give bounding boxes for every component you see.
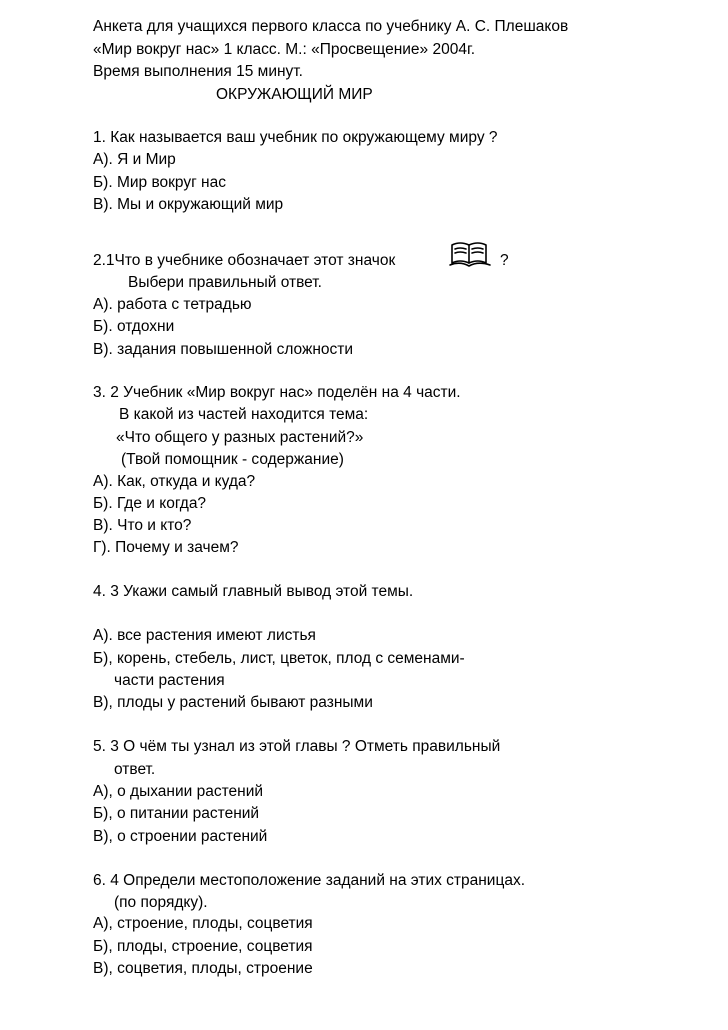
subject-title: ОКРУЖАЮЩИЙ МИР — [216, 86, 373, 103]
header-time: Время выполнения 15 минут. — [93, 63, 303, 80]
q4-option-b-continued: части растения — [114, 672, 225, 689]
question-6: 6. 4 Определи местоположение заданий на этих страницах. — [93, 872, 526, 889]
question-3-line-3: «Что общего у разных растений?» — [116, 429, 364, 446]
q3-option-b: Б). Где и когда? — [93, 495, 207, 512]
question-2: 2.1Что в учебнике обозначает этот значок — [93, 252, 396, 269]
header-line-1: Анкета для учащихся первого класса по учебнику А. С. Плешаков — [93, 18, 569, 35]
question-5: 5. 3 О чём ты узнал из этой главы ? Отметь правильный — [93, 738, 501, 755]
question-3: 3. 2 Учебник «Мир вокруг нас» поделён на 4 части. — [93, 384, 461, 401]
question-5-line-2: ответ. — [114, 761, 156, 778]
question-2-sub: Выбери правильный ответ. — [128, 274, 322, 291]
question-3-line-2: В какой из частей находится тема: — [119, 406, 369, 423]
question-6-line-2: (по порядку). — [114, 894, 208, 911]
book-icon — [448, 239, 492, 269]
q5-option-c: В), о строении растений — [93, 828, 268, 845]
question-3-line-4: (Твой помощник - содержание) — [121, 451, 344, 468]
header-line-2: «Мир вокруг нас» 1 класс. М.: «Просвещение» 2004г. — [93, 41, 476, 58]
q3-option-a: А). Как, откуда и куда? — [93, 473, 256, 490]
q4-option-a: А). все растения имеют листья — [93, 627, 316, 644]
q2-option-b: Б). отдохни — [93, 318, 175, 335]
question-1: 1. Как называется ваш учебник по окружающему миру ? — [93, 129, 498, 146]
question-4: 4. 3 Укажи самый главный вывод этой темы. — [93, 583, 414, 600]
q3-option-d: Г). Почему и зачем? — [93, 539, 239, 556]
q4-option-b: Б), корень, стебель, лист, цветок, плод с семенами- — [93, 650, 465, 667]
question-2-mark: ? — [500, 252, 509, 269]
q1-option-c: В). Мы и окружающий мир — [93, 196, 284, 213]
q1-option-a: А). Я и Мир — [93, 151, 176, 168]
q5-option-b: Б), о питании растений — [93, 805, 260, 822]
q3-option-c: В). Что и кто? — [93, 517, 192, 534]
q6-option-c: В), соцветия, плоды, строение — [93, 960, 313, 977]
q2-option-a: А). работа с тетрадью — [93, 296, 252, 313]
q5-option-a: А), о дыхании растений — [93, 783, 264, 800]
q6-option-b: Б), плоды, строение, соцветия — [93, 938, 313, 955]
q4-option-c: В), плоды у растений бывают разными — [93, 694, 373, 711]
q2-option-c: В). задания повышенной сложности — [93, 341, 354, 358]
q6-option-a: А), строение, плоды, соцветия — [93, 915, 313, 932]
q1-option-b: Б). Мир вокруг нас — [93, 174, 226, 191]
